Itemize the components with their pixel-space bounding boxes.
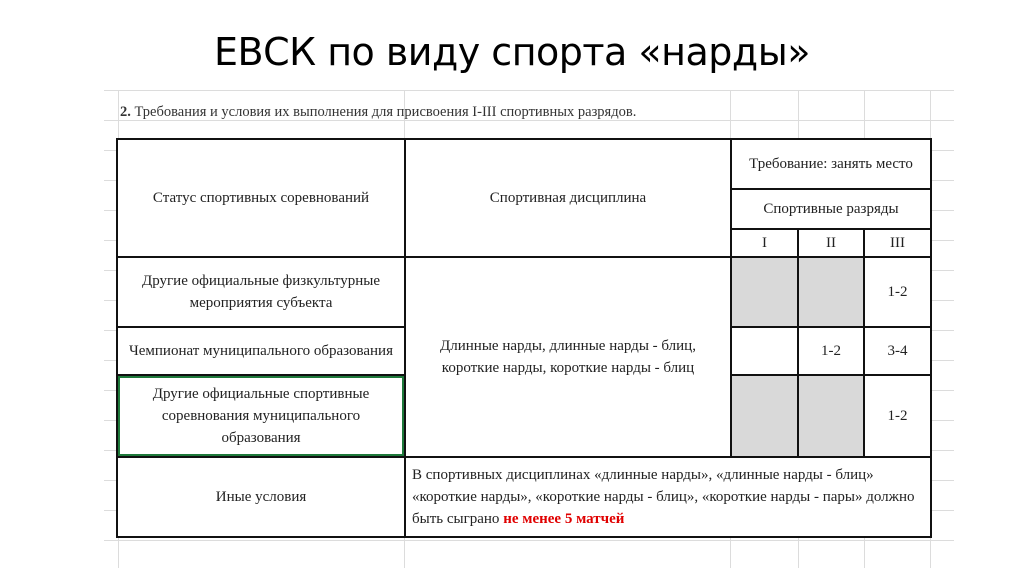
- other-conditions-text[interactable]: [405, 457, 931, 537]
- row-status-cell[interactable]: Чемпионат муниципального образования: [117, 327, 405, 375]
- header-status[interactable]: Статус спортивных соревнований: [117, 139, 405, 257]
- header-discipline[interactable]: Спортивная дисциплина: [405, 139, 731, 257]
- section-text: Требования и условия их выполнения для присвоения I-III спортивных разрядов.: [134, 104, 637, 120]
- other-conditions-emphasis: не менее 5 матчей: [503, 511, 625, 527]
- rank-iii-cell[interactable]: 1-2: [864, 375, 931, 457]
- header-requirement[interactable]: Требование: занять место: [731, 139, 931, 189]
- rank-iii-cell[interactable]: 1-2: [864, 257, 931, 327]
- slide-title: ЕВСК по виду спорта «нарды»: [214, 30, 810, 74]
- rank-iii-cell[interactable]: 3-4: [864, 327, 931, 375]
- rank-ii-cell[interactable]: [798, 257, 864, 327]
- section-number: 2.: [120, 104, 131, 120]
- rank-ii-cell[interactable]: 1-2: [798, 327, 864, 375]
- gridline: [104, 90, 954, 91]
- rank-header-iii[interactable]: III: [864, 229, 931, 257]
- row-status-cell[interactable]: Другие официальные физкультурные мероприятия субъекта: [117, 257, 405, 327]
- rank-i-cell[interactable]: [731, 257, 798, 327]
- rank-ii-cell[interactable]: [798, 375, 864, 457]
- other-conditions-body: В спортивных дисциплинах «длинные нарды», «длинные нарды - блиц» «короткие нарды», «короткие нарды - блиц», «короткие нарды - пары» должно быть сыграно: [412, 467, 915, 527]
- discipline-cell[interactable]: Длинные нарды, длинные нарды - блиц, короткие нарды, короткие нарды - блиц: [405, 257, 731, 457]
- gridline: [104, 540, 954, 541]
- other-conditions-label[interactable]: Иные условия: [117, 457, 405, 537]
- rank-header-ii[interactable]: II: [798, 229, 864, 257]
- requirements-table: [116, 138, 932, 538]
- rank-header-i[interactable]: I: [731, 229, 798, 257]
- rank-i-cell[interactable]: [731, 375, 798, 457]
- header-ranks[interactable]: Спортивные разряды: [731, 189, 931, 229]
- section-heading: [120, 104, 636, 121]
- rank-i-cell[interactable]: [731, 327, 798, 375]
- row-status-cell-selected[interactable]: Другие официальные спортивные соревнования муниципального образования: [117, 375, 405, 457]
